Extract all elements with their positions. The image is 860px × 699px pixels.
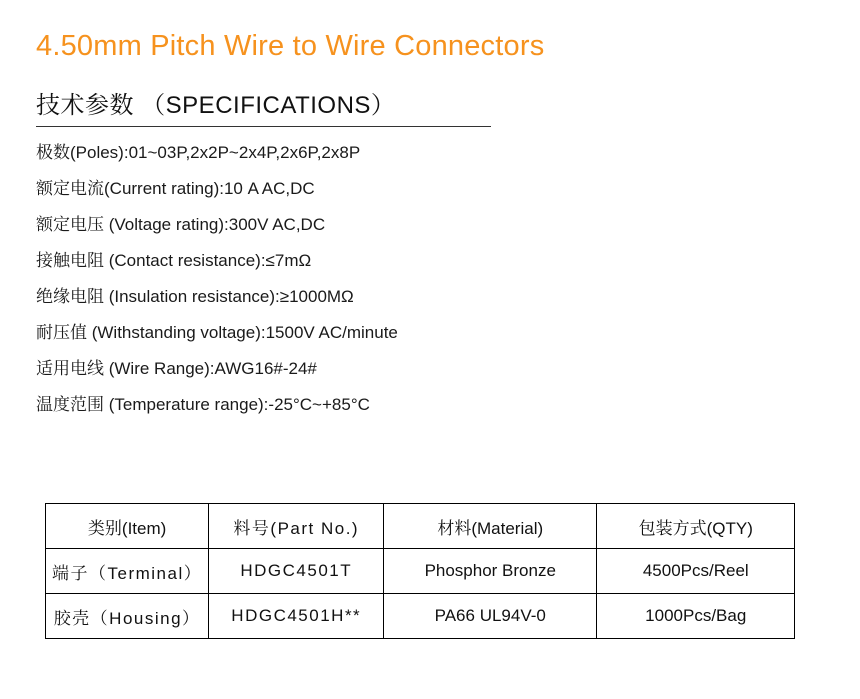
spec-line: 适用电线 (Wire Range):AWG16#-24#	[36, 359, 317, 378]
specifications-heading-block	[36, 85, 491, 127]
cell-material: Phosphor Bronze	[384, 549, 597, 594]
cell-item: 端子（Terminal）	[46, 549, 209, 594]
table-row	[46, 549, 795, 594]
cell-item: 胶壳（Housing）	[46, 594, 209, 639]
cell-material: PA66 UL94V-0	[384, 594, 597, 639]
cell-part-no: HDGC4501T	[209, 549, 384, 594]
table-header-part-no: 料号(Part No.)	[209, 504, 384, 549]
table-header-item: 类别(Item)	[46, 504, 209, 549]
specifications-heading: 技术参数 （SPECIFICATIONS）	[36, 92, 396, 119]
cell-part-no: HDGC4501H**	[209, 594, 384, 639]
spec-line: 额定电流(Current rating):10 A AC,DC	[36, 179, 315, 198]
heading-divider	[36, 126, 491, 127]
spec-line: 温度范围 (Temperature range):-25°C~+85°C	[36, 395, 370, 414]
spec-line: 极数(Poles):01~03P,2x2P~2x4P,2x6P,2x8P	[36, 143, 361, 162]
spec-line: 接触电阻 (Contact resistance):≤7mΩ	[36, 251, 312, 270]
cell-qty: 1000Pcs/Bag	[597, 594, 795, 639]
table-row	[46, 594, 795, 639]
spec-line: 绝缘电阻 (Insulation resistance):≥1000MΩ	[36, 287, 354, 306]
table-header-qty: 包装方式(QTY)	[597, 504, 795, 549]
spec-line: 耐压值 (Withstanding voltage):1500V AC/minute	[36, 323, 398, 342]
page-title: 4.50mm Pitch Wire to Wire Connectors	[36, 30, 545, 62]
spec-line: 额定电压 (Voltage rating):300V AC,DC	[36, 215, 326, 234]
specifications-list	[36, 135, 736, 423]
table-header-material: 材料(Material)	[384, 504, 597, 549]
cell-qty: 4500Pcs/Reel	[597, 549, 795, 594]
table-header-row	[46, 504, 795, 549]
parts-table	[45, 503, 795, 639]
